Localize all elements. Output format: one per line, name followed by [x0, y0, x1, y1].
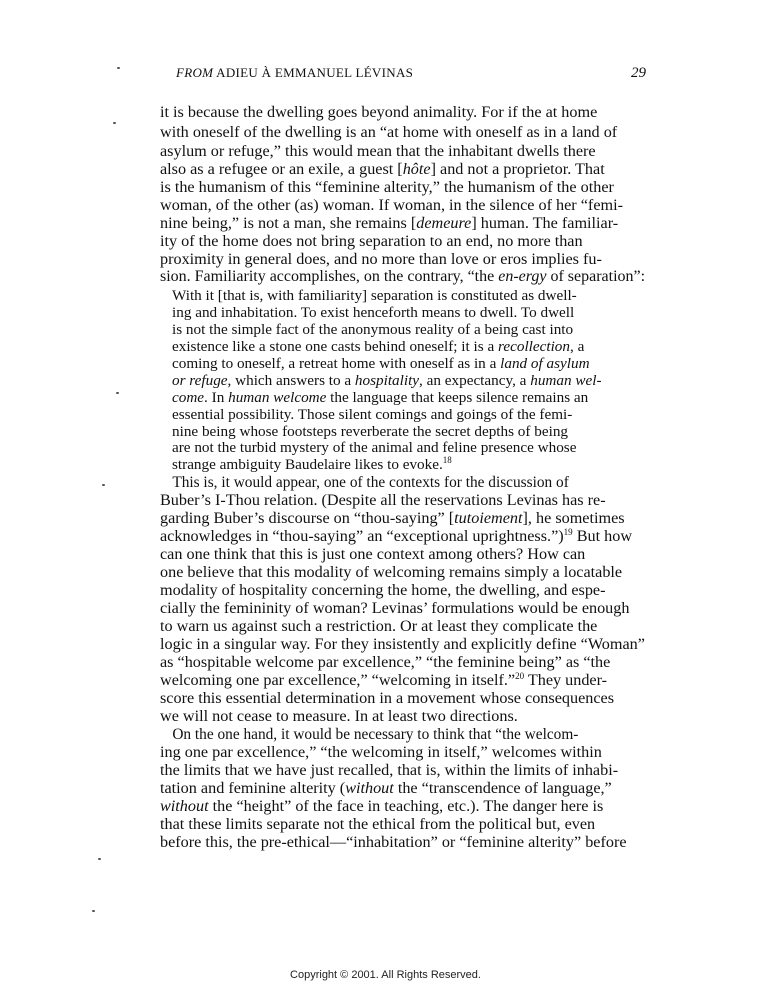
scan-speck — [98, 858, 101, 860]
text-segment: ] human. The familiar- — [471, 214, 619, 232]
text-segment: ity of the home does not bring separation to an end, no more than — [160, 232, 583, 250]
text-segment: one believe that this modality of welcoming remains simply a locatable — [160, 563, 623, 581]
text-segment: before this, the pre-ethical—“inhabitation” or “feminine alterity” before — [160, 833, 627, 851]
italic-text: tutoiement — [454, 509, 523, 527]
running-title-prefix: FROM — [176, 65, 214, 80]
text-line — [160, 779, 645, 798]
text-line — [160, 689, 645, 708]
text-segment: ], he sometimes — [522, 509, 625, 527]
text-segment: modality of hospitality concerning the home, the dwelling, and espe- — [160, 581, 606, 599]
text-line — [160, 707, 645, 726]
text-segment: , which answers to a — [227, 372, 355, 389]
text-line — [160, 545, 645, 564]
text-line — [160, 103, 645, 122]
text-segment: also as a refugee or an exile, a guest [ — [160, 160, 403, 178]
text-line — [160, 833, 645, 852]
text-line — [160, 581, 645, 600]
text-line — [160, 178, 645, 197]
text-line — [160, 160, 645, 179]
text-segment: . In — [204, 389, 229, 406]
text-line — [160, 527, 645, 546]
text-segment: essential possibility. Those silent comings and goings of the femi- — [172, 406, 573, 423]
scan-speck — [113, 122, 116, 124]
text-line — [160, 761, 645, 780]
running-title-rest: ADIEU À EMMANUEL LÉVINAS — [216, 65, 414, 80]
text-segment: is not the simple fact of the anonymous reality of a being cast into — [172, 321, 574, 338]
text-line — [160, 815, 645, 834]
text-segment: sion. Familiarity accomplishes, on the contrary, “the — [160, 267, 499, 285]
text-line — [160, 635, 645, 654]
italic-text: without — [160, 797, 209, 815]
text-segment: the “height” of the face in teaching, etc.). The danger here is — [208, 797, 604, 815]
text-line — [160, 599, 645, 618]
text-segment: strange ambiguity Baudelaire likes to evoke. — [172, 456, 443, 473]
text-segment: nine being,” is not a man, she remains [ — [160, 214, 417, 232]
text-segment: of separation”: — [546, 267, 646, 285]
text-segment: ] and not a proprietor. That — [430, 160, 605, 178]
italic-text: without — [345, 779, 394, 797]
text-line — [160, 473, 632, 492]
text-segment: score this essential determination in a movement whose consequences — [160, 689, 615, 707]
italic-text: demeure — [416, 214, 472, 232]
text-segment: garding Buber’s discourse on “thou-saying” [ — [160, 509, 455, 527]
running-header — [176, 62, 646, 88]
italic-text: hospitality — [354, 372, 420, 389]
text-segment: This is, it would appear, one of the contexts for the discussion of — [172, 473, 569, 491]
italic-text: or refuge — [172, 372, 228, 389]
text-segment: with oneself of the dwelling is an “at home with oneself as in a land of — [160, 123, 618, 141]
italic-text: human welcome — [228, 389, 327, 406]
scan-speck — [117, 67, 120, 69]
italic-text: come — [172, 389, 205, 406]
page-number: 29 — [631, 65, 646, 81]
text-line — [160, 509, 645, 528]
copyright-notice: Copyright © 2001. All Rights Reserved. — [290, 969, 481, 981]
text-line — [160, 196, 645, 215]
text-segment: the “transcendence of language,” — [393, 779, 612, 797]
scan-speck — [102, 484, 105, 486]
text-line — [160, 725, 632, 744]
scan-speck — [92, 910, 95, 912]
text-segment: existence like a stone one casts behind oneself; it is a — [172, 338, 499, 355]
text-segment: it is because the dwelling goes beyond animality. For if the at home — [160, 103, 598, 121]
text-segment: coming to oneself, a retreat home with oneself as in a — [172, 355, 501, 372]
text-segment: that these limits separate not the ethical from the political but, even — [160, 815, 596, 833]
italic-text: recollection — [498, 338, 570, 355]
text-segment: tation and feminine alterity ( — [160, 779, 346, 797]
text-segment: asylum or refuge,” this would mean that the inhabitant dwells there — [160, 142, 596, 160]
text-segment: nine being whose footsteps reverberate the secret depths of being — [172, 423, 569, 440]
text-segment: as “hospitable welcome par excellence,” “the feminine being” as “the — [160, 653, 611, 671]
footnote-ref: 19 — [563, 527, 573, 537]
text-segment: On the one hand, it would be necessary to think that “the welcom- — [172, 725, 579, 743]
running-title — [176, 65, 413, 81]
italic-text: hôte — [402, 160, 431, 178]
quote-line — [172, 455, 644, 474]
footnote-ref: 20 — [515, 671, 525, 681]
text-line — [160, 123, 645, 142]
text-line — [160, 743, 645, 762]
text-line — [160, 797, 645, 816]
text-segment: cially the femininity of woman? Levinas’ formulations would be enough — [160, 599, 630, 617]
text-segment: ing one par excellence,” “the welcoming in itself,” welcomes within — [160, 743, 602, 761]
text-line — [160, 214, 645, 233]
text-line — [160, 563, 645, 582]
text-line — [160, 491, 645, 510]
italic-text: en-ergy — [498, 267, 547, 285]
text-segment: welcoming one par excellence,” “welcoming in itself.” — [160, 671, 516, 689]
text-segment: But how — [572, 527, 633, 545]
text-segment: logic in a singular way. For they insistently and explicitly define “Woman” — [160, 635, 645, 653]
text-segment: the limits that we have just recalled, that is, within the limits of inhabi- — [160, 761, 619, 779]
text-segment: , an expectancy, a — [419, 372, 531, 389]
text-segment: They under- — [524, 671, 608, 689]
text-line — [160, 617, 645, 636]
text-line — [160, 267, 646, 286]
text-segment: can one think that this is just one context among others? How can — [160, 545, 586, 563]
text-segment: the language that keeps silence remains an — [326, 389, 589, 406]
text-line — [160, 232, 645, 251]
scan-speck — [116, 392, 119, 394]
text-line — [160, 671, 645, 690]
text-segment: With it [that is, with familiarity] separation is constituted as dwell- — [172, 287, 577, 304]
italic-text: land of asylum — [500, 355, 590, 372]
text-segment: woman, of the other (as) woman. If woman, in the silence of her “femi- — [160, 196, 623, 214]
italic-text: human wel- — [530, 372, 602, 389]
text-segment: to warn us against such a restriction. Or at least they complicate the — [160, 617, 598, 635]
text-segment: is the humanism of this “feminine alterity,” the humanism of the other — [160, 178, 614, 196]
text-segment: ing and inhabitation. To exist henceforth means to dwell. To dwell — [172, 304, 575, 321]
text-segment: we will not cease to measure. In at least two directions. — [160, 707, 518, 725]
footnote-ref: 18 — [442, 455, 452, 465]
text-segment: are not the turbid mystery of the animal and feline presence whose — [172, 439, 577, 456]
text-line — [160, 653, 645, 672]
text-line — [160, 142, 645, 161]
text-segment: Buber’s I-Thou relation. (Despite all the reservations Levinas has re- — [160, 491, 606, 509]
text-segment: proximity in general does, and no more than love or eros implies fu- — [160, 250, 602, 268]
text-segment: , a — [570, 338, 585, 355]
text-segment: acknowledges in “thou-saying” an “exceptional uprightness.”) — [160, 527, 564, 545]
